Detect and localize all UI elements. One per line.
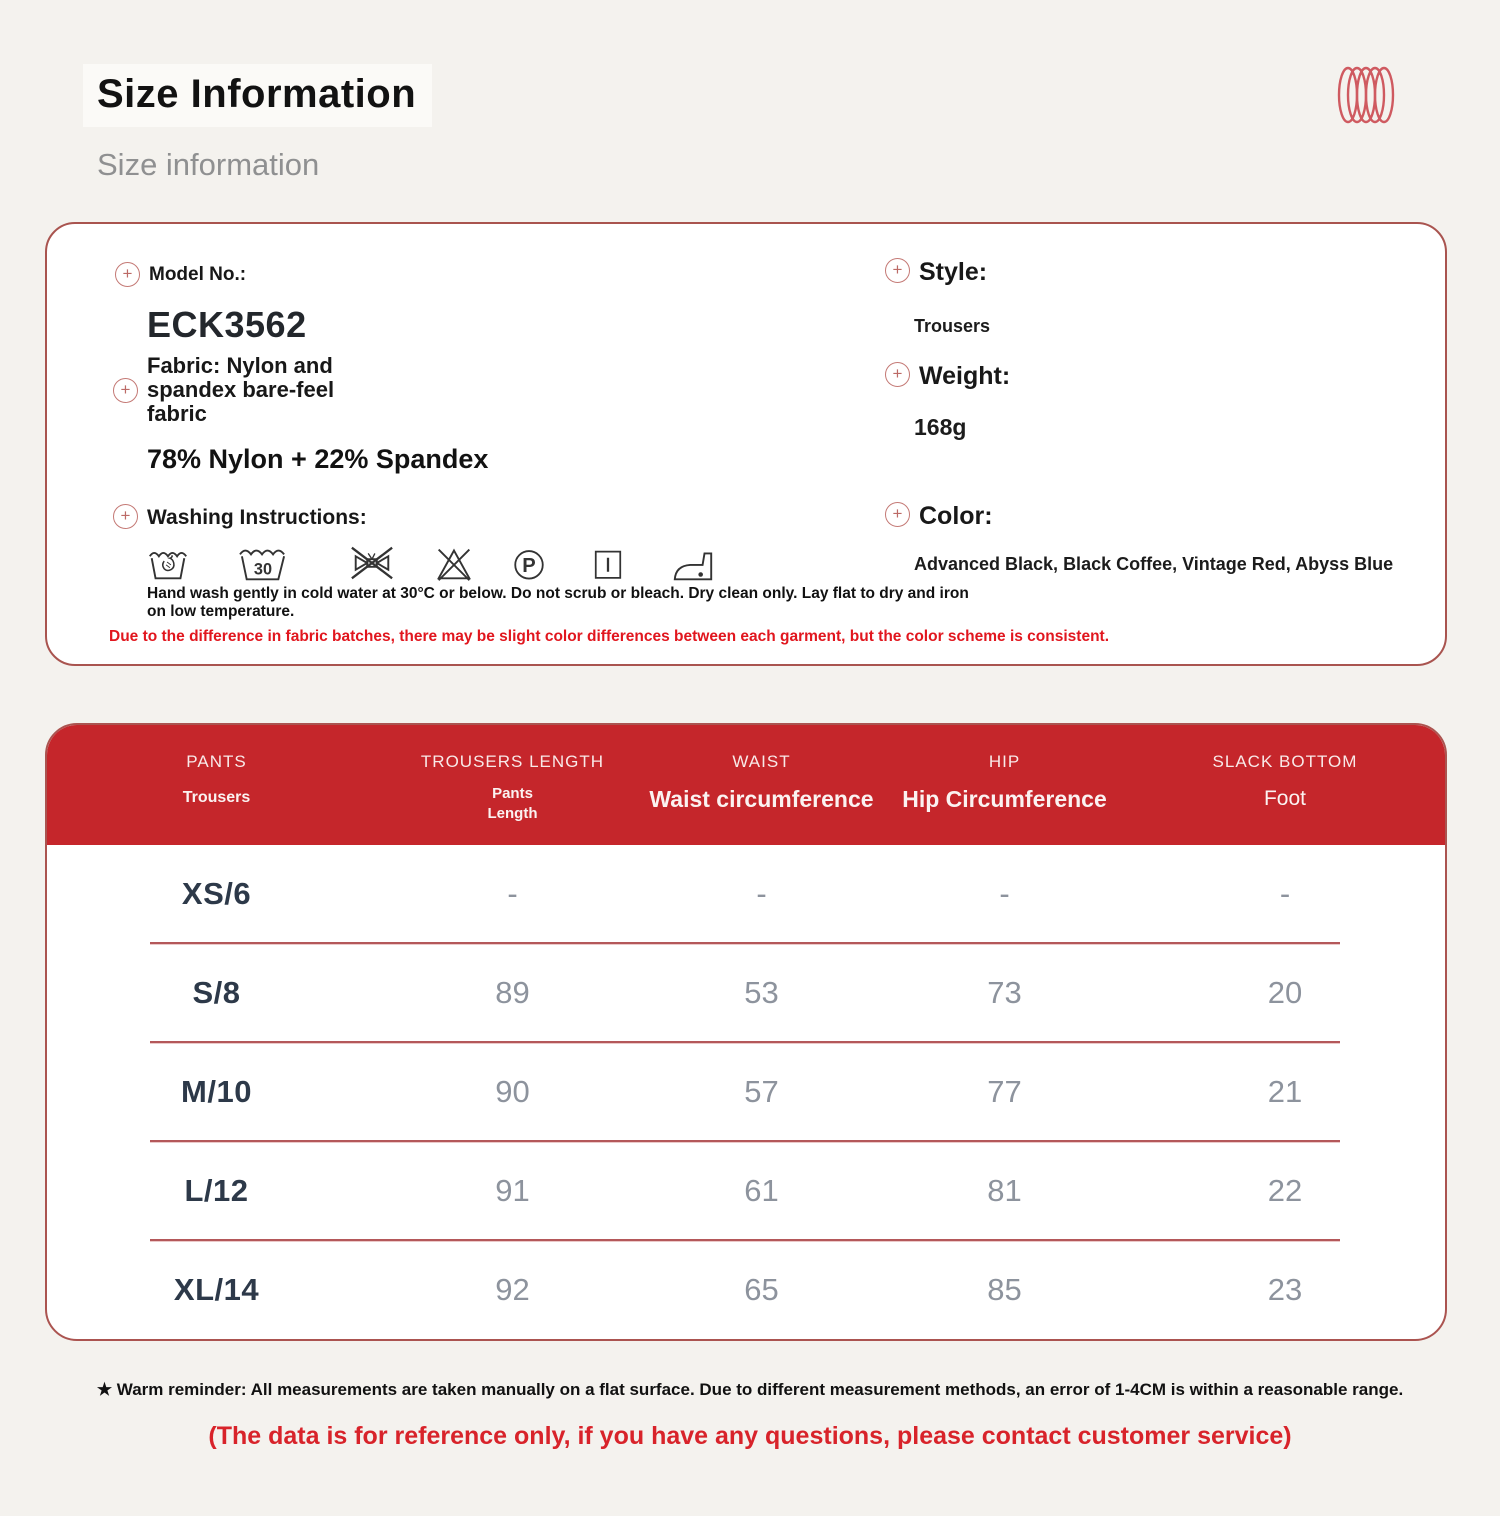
warm-reminder-text: ★ Warm reminder: All measurements are taken manually on a flat surface. Due to different measurement methods, an error of 1-4CM is within a reasonable range.: [96, 1380, 1404, 1399]
svg-text:30: 30: [253, 560, 273, 579]
model-number: ECK3562: [147, 304, 307, 345]
size-table-card: [45, 723, 1447, 1341]
plus-icon: [885, 362, 910, 387]
size-label: XL/14: [173, 1271, 260, 1307]
fabric-row: [113, 354, 362, 427]
style-label: Style:: [919, 258, 988, 286]
style-value: Trousers: [914, 316, 991, 336]
color-label: Color:: [919, 502, 993, 530]
dry-clean-p-icon: [507, 540, 551, 586]
washing-label: Washing Instructions:: [147, 506, 367, 529]
page-header: [0, 0, 1500, 183]
size-label: L/12: [184, 1172, 249, 1208]
column-header-waist: WAIST Waist circumference: [649, 752, 874, 812]
hand-wash-icon: [145, 540, 191, 586]
column-header-trousers-length: TROUSERS LENGTH Pants Length: [420, 752, 605, 822]
model-label: Model No.:: [149, 264, 247, 285]
product-info-card: [45, 222, 1447, 666]
do-not-bleach-icon: [431, 540, 477, 586]
footer: [0, 1380, 1500, 1451]
table-row-m10: M/10 90 57 77 21: [47, 1043, 1445, 1140]
column-header-slack-bottom: SLACK BOTTOM Foot: [1212, 752, 1358, 810]
color-row: [885, 502, 993, 531]
column-header-hip: HIP Hip Circumference: [902, 752, 1107, 812]
washing-caption: Hand wash gently in cold water at 30°C or below. Do not scrub or bleach. Dry clean only. Lay flat to dry and iron on low temperature.: [147, 585, 969, 620]
column-header-pants: PANTS Trousers: [182, 752, 251, 806]
iron-low-icon: [669, 540, 717, 586]
size-label: S/8: [192, 974, 241, 1010]
size-table-header: [47, 725, 1445, 845]
table-row-s8: S/8 89 53 73 20: [47, 944, 1445, 1041]
page-subtitle: Size information: [97, 147, 320, 182]
coil-spring-logo-icon: [1335, 64, 1397, 126]
plus-icon: [113, 378, 138, 403]
washing-icons-row: [145, 540, 717, 586]
drip-dry-icon: [587, 540, 629, 586]
table-row-l12: L/12 91 61 81 22: [47, 1142, 1445, 1239]
color-value: Advanced Black, Black Coffee, Vintage Red, Abyss Blue: [914, 554, 1394, 574]
size-label: XS/6: [181, 875, 252, 911]
reference-note-text: (The data is for reference only, if you have any questions, please contact customer service): [208, 1422, 1292, 1450]
fabric-composition: 78% Nylon + 22% Spandex: [147, 444, 489, 474]
table-row-xl14: XL/14 92 65 85 23: [47, 1241, 1445, 1338]
model-row: [115, 262, 246, 287]
plus-icon: [113, 504, 138, 529]
style-row: [885, 258, 987, 287]
fabric-batch-note: Due to the difference in fabric batches, there may be slight color differences between each garment, but the color scheme is consistent.: [109, 628, 1110, 645]
size-table-body: [47, 845, 1445, 1338]
weight-label: Weight:: [919, 362, 1011, 390]
do-not-wring-icon: [347, 540, 397, 586]
wash-30-icon: [235, 540, 291, 586]
plus-icon: [885, 502, 910, 527]
table-row-xs6: XS/6 - - - -: [47, 845, 1445, 942]
size-label: M/10: [181, 1073, 252, 1109]
weight-value: 168g: [914, 414, 967, 440]
page-title: Size Information: [83, 64, 432, 127]
plus-icon: [115, 262, 140, 287]
plus-icon: [885, 258, 910, 283]
fabric-label: Fabric: Nylon and spandex bare-feel fabric: [147, 353, 335, 427]
svg-text:P: P: [522, 555, 536, 578]
washing-row: [113, 504, 367, 530]
weight-row: [885, 362, 1010, 391]
